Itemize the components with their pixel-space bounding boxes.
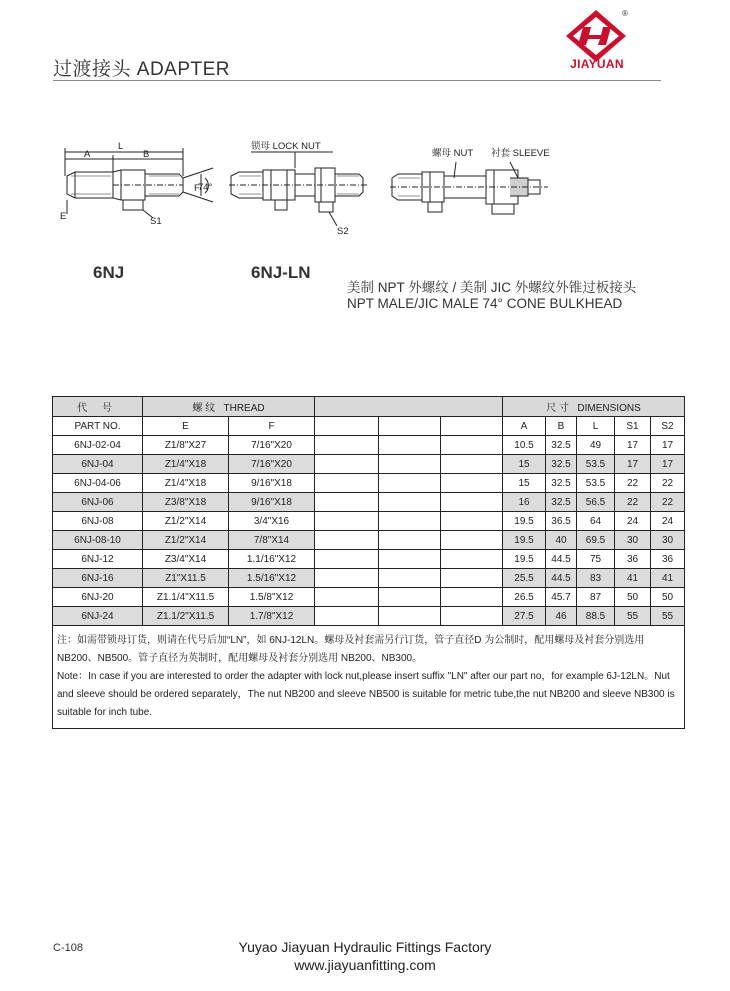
table-row: [53, 607, 685, 626]
header-part-no: PART NO.: [53, 417, 143, 436]
cell-thread-f: 1.1/16"X12: [229, 550, 315, 569]
header-code-cn: 代 号: [53, 397, 143, 417]
header-dim-cn: 尺 寸: [546, 403, 570, 414]
cell-thread-f: 7/8"X14: [229, 531, 315, 550]
col-header-f: F: [229, 417, 315, 436]
cell-thread-f: 9/16"X18: [229, 493, 315, 512]
header-rule: [53, 80, 661, 81]
col-header-empty: [379, 417, 441, 436]
cell-part-no: 6NJ-04: [53, 455, 143, 474]
cell-dim-l: 53.5: [577, 455, 615, 474]
cell-empty: [379, 588, 441, 607]
cell-dim-a: 26.5: [503, 588, 546, 607]
col-header-s1: S1: [615, 417, 651, 436]
cell-dim-a: 16: [503, 493, 546, 512]
table-body: [53, 436, 685, 626]
dim-f-label: F: [194, 183, 200, 194]
cell-empty: [315, 436, 379, 455]
cell-dim-a: 15: [503, 455, 546, 474]
model-6nj-ln-label: 6NJ-LN: [251, 263, 311, 282]
col-header-a: A: [503, 417, 546, 436]
cell-empty: [379, 531, 441, 550]
cell-thread-e: Z1.1/4"X11.5: [143, 588, 229, 607]
header-thread-cn: 螺 纹: [192, 403, 216, 414]
cell-thread-f: 1.5/8"X12: [229, 588, 315, 607]
cell-dim-s1: 55: [615, 607, 651, 626]
cell-dim-l: 87: [577, 588, 615, 607]
cell-part-no: 6NJ-08: [53, 512, 143, 531]
cell-dim-b: 46: [546, 607, 577, 626]
cell-empty: [379, 550, 441, 569]
description-chinese: 美制 NPT 外螺纹 / 美制 JIC 外螺纹外锥过板接头: [347, 280, 637, 295]
cell-thread-f: 1.7/8"X12: [229, 607, 315, 626]
table-row: [53, 550, 685, 569]
cell-dim-s1: 41: [615, 569, 651, 588]
cell-dim-s1: 30: [615, 531, 651, 550]
cell-empty: [441, 588, 503, 607]
cell-dim-s1: 36: [615, 550, 651, 569]
cell-empty: [379, 512, 441, 531]
cell-dim-l: 56.5: [577, 493, 615, 512]
cell-dim-b: 32.5: [546, 493, 577, 512]
cell-empty: [379, 474, 441, 493]
cell-empty: [315, 455, 379, 474]
cell-dim-b: 32.5: [546, 474, 577, 493]
cell-empty: [441, 607, 503, 626]
cell-dim-s2: 17: [651, 436, 685, 455]
cell-dim-s1: 17: [615, 455, 651, 474]
cell-dim-a: 25.5: [503, 569, 546, 588]
footer-company: Yuyao Jiayuan Hydraulic Fittings Factory: [238, 939, 492, 955]
cell-empty: [441, 512, 503, 531]
cell-empty: [379, 607, 441, 626]
cell-dim-s1: 17: [615, 436, 651, 455]
cell-empty: [441, 550, 503, 569]
drawing-6nj: [55, 138, 225, 233]
registered-mark: ®: [622, 9, 628, 18]
logo-text: JIAYUAN: [570, 57, 624, 71]
cell-empty: [379, 569, 441, 588]
description-english: NPT MALE/JIC MALE 74° CONE BULKHEAD: [347, 296, 623, 311]
cell-thread-f: 3/4"X16: [229, 512, 315, 531]
notes-row: [53, 626, 685, 729]
cell-empty: [379, 493, 441, 512]
table-row: [53, 455, 685, 474]
cell-dim-b: 45.7: [546, 588, 577, 607]
header-dim-en: DIMENSIONS: [577, 403, 641, 414]
cell-thread-f: 7/16"X20: [229, 436, 315, 455]
cell-empty: [315, 550, 379, 569]
lock-nut-label: 锁母 LOCK NUT: [251, 141, 321, 152]
cell-empty: [379, 436, 441, 455]
cell-empty: [315, 512, 379, 531]
cell-part-no: 6NJ-16: [53, 569, 143, 588]
cell-dim-s2: 55: [651, 607, 685, 626]
cell-empty: [441, 493, 503, 512]
header-thread: [143, 397, 315, 417]
cell-part-no: 6NJ-24: [53, 607, 143, 626]
cell-empty: [441, 474, 503, 493]
col-header-s2: S2: [651, 417, 685, 436]
cell-dim-s1: 22: [615, 493, 651, 512]
cell-empty: [441, 569, 503, 588]
cell-dim-l: 49: [577, 436, 615, 455]
cell-empty: [315, 474, 379, 493]
cell-dim-l: 53.5: [577, 474, 615, 493]
table-row: [53, 474, 685, 493]
dim-l-label: L: [118, 141, 124, 152]
col-header-empty: [441, 417, 503, 436]
cell-dim-b: 36.5: [546, 512, 577, 531]
cell-dim-a: 19.5: [503, 531, 546, 550]
table-row: [53, 436, 685, 455]
cell-dim-s2: 36: [651, 550, 685, 569]
cell-thread-e: Z1/2"X14: [143, 512, 229, 531]
header-dimensions: [503, 397, 685, 417]
cell-empty: [441, 436, 503, 455]
cell-thread-e: Z1"X11.5: [143, 569, 229, 588]
cell-thread-e: Z3/4"X14: [143, 550, 229, 569]
cell-thread-e: Z1/4"X18: [143, 455, 229, 474]
cell-dim-b: 40: [546, 531, 577, 550]
table-header-row: [53, 397, 685, 417]
dim-b-label: B: [143, 149, 150, 160]
cell-part-no: 6NJ-06: [53, 493, 143, 512]
cell-dim-s1: 24: [615, 512, 651, 531]
cell-dim-s2: 50: [651, 588, 685, 607]
model-6nj-label: 6NJ: [93, 263, 125, 282]
cell-dim-a: 19.5: [503, 550, 546, 569]
cell-dim-s2: 24: [651, 512, 685, 531]
cell-part-no: 6NJ-02-04: [53, 436, 143, 455]
cell-thread-e: Z1/2"X14: [143, 531, 229, 550]
col-header-b: B: [546, 417, 577, 436]
cell-thread-e: Z3/8"X18: [143, 493, 229, 512]
specification-table: [52, 396, 685, 729]
notes-cell: [53, 626, 685, 729]
cell-thread-f: 7/16"X20: [229, 455, 315, 474]
cell-part-no: 6NJ-04-06: [53, 474, 143, 493]
cell-dim-l: 64: [577, 512, 615, 531]
col-header-e: E: [143, 417, 229, 436]
cell-dim-l: 75: [577, 550, 615, 569]
cell-thread-f: 1.5/16"X12: [229, 569, 315, 588]
cell-empty: [315, 531, 379, 550]
cell-dim-l: 69.5: [577, 531, 615, 550]
cell-dim-s2: 41: [651, 569, 685, 588]
cell-empty: [315, 569, 379, 588]
page-title: 过渡接头 ADAPTER: [53, 59, 231, 80]
cell-dim-s2: 22: [651, 493, 685, 512]
dim-s1-label: S1: [150, 216, 162, 227]
cell-dim-a: 15: [503, 474, 546, 493]
table-subheader-row: [53, 417, 685, 436]
cell-empty: [315, 493, 379, 512]
cell-part-no: 6NJ-12: [53, 550, 143, 569]
table-row: [53, 569, 685, 588]
cell-thread-f: 9/16"X18: [229, 474, 315, 493]
drawing-6nj-ln: [225, 138, 385, 238]
cell-part-no: 6NJ-20: [53, 588, 143, 607]
col-header-empty: [315, 417, 379, 436]
table-row: [53, 531, 685, 550]
table-row: [53, 588, 685, 607]
cell-dim-b: 44.5: [546, 569, 577, 588]
cell-empty: [315, 607, 379, 626]
cell-empty: [379, 455, 441, 474]
header-thread-en: THREAD: [223, 403, 265, 414]
cell-empty: [315, 588, 379, 607]
nut-label: 螺母 NUT: [432, 148, 474, 159]
cell-empty: [441, 455, 503, 474]
cell-dim-s1: 50: [615, 588, 651, 607]
cell-dim-a: 10.5: [503, 436, 546, 455]
cell-dim-s2: 17: [651, 455, 685, 474]
page-number: C-108: [53, 942, 83, 954]
note-english: Note：In case if you are interested to order the adapter with lock nut,please insert suffix "LN" after our part no，for example 6J-12LN。Nut and sleeve should be ordered separately，The nut NB200 and sleeve NB500 is suitable for metric tube,the nut NB200 and sleeve NB300 is suitable for inch tube.: [57, 671, 675, 718]
cell-thread-e: Z1/8"X27: [143, 436, 229, 455]
cell-empty: [441, 531, 503, 550]
col-header-l: L: [577, 417, 615, 436]
cell-dim-a: 27.5: [503, 607, 546, 626]
cell-dim-a: 19.5: [503, 512, 546, 531]
table-row: [53, 493, 685, 512]
cell-dim-s1: 22: [615, 474, 651, 493]
cell-dim-b: 44.5: [546, 550, 577, 569]
dim-a-label: A: [84, 149, 91, 160]
cell-dim-l: 83: [577, 569, 615, 588]
cell-dim-s2: 22: [651, 474, 685, 493]
cell-part-no: 6NJ-08-10: [53, 531, 143, 550]
cell-dim-l: 88.5: [577, 607, 615, 626]
footer-website: www.jiayuanfitting.com: [294, 957, 436, 973]
cell-dim-s2: 30: [651, 531, 685, 550]
table-row: [53, 512, 685, 531]
drawing-nut-sleeve: [388, 140, 568, 230]
note-chinese: 注：如需带锁母订货，则请在代号后加“LN”，如 6NJ-12LN。螺母及衬套需另行订货，管子直径D 为公制时，配用螺母及衬套分别选用 NB200、NB500。管子直径为英制时，配用螺母及衬套分别选用 NB200、NB300。: [57, 635, 645, 664]
header-empty-group: [315, 397, 503, 417]
angle-label: 74°: [198, 182, 213, 193]
sleeve-label: 衬套 SLEEVE: [491, 148, 550, 159]
dim-e-label: E: [60, 211, 67, 222]
cell-dim-b: 32.5: [546, 436, 577, 455]
cell-dim-b: 32.5: [546, 455, 577, 474]
dim-s2-label: S2: [337, 226, 349, 237]
cell-thread-e: Z1.1/2"X11.5: [143, 607, 229, 626]
cell-thread-e: Z1/4"X18: [143, 474, 229, 493]
